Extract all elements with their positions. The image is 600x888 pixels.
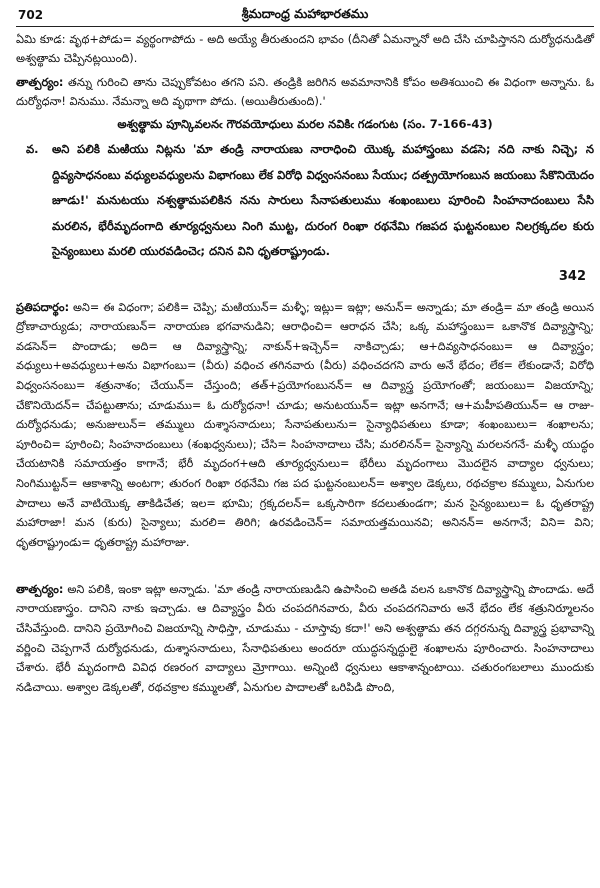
tatparyam-paragraph-2 [16, 580, 594, 698]
tatparyam-text: తన్ను గురించి తాను చెప్పుకోవటం తగని పని. తండ్రికి జరిగిన అవమానానికి కోపం అతిశయించి ఈ విధంగా అన్నాను. ఓ దుర్యోధనా! వినుము. నేమన్నా అది వృథాగా పోదు. (అయితీరుతుంది).' [16, 76, 594, 108]
page-number: 702 [18, 8, 44, 22]
verse-mark: వ. [26, 142, 39, 156]
intro-paragraph: ఏమి కూడ: వృథ+పోడు= వ్యర్థంగాపోదు - అది అయ్యే తీరుతుందని భావం (దీనితో ఏమన్నానో అది చేసి చూపిస్తానని దుర్యోధనుడితో అశ్వత్థామ చెప్పినట్లయింది). [16, 33, 594, 65]
pratipadartham-text: అని= ఈ విధంగా; పలికి= చెప్పి; మఱియున్= మళ్ళీ; ఇట్లు= ఇట్లా; అనున్= అన్నాడు; మా తండ్రి= మా తండ్రి అయిన ద్రోణాచార్యుడు; నారాయణున్= నారాయణ భగవానుడిని; ఆరాధించి= ఆరాధన చేసి; ఒక్క మహాస్త్రంబు= ఒకానొక దివ్యాస్త్రాన్ని; వడసెన్= పొందాడు; అది= ఆ దివ్యాస్త్రాన్ని; నాకున్+ఇచ్చెన్= నాకిచ్చాడు; ఆ+దివ్యసాధనంబు= ఆ దివ్యాస్త్రం; వధ్యులు+అవధ్యులు+అను విభాగంబు= (వీరు) వధించ తగినవారు (వీరు) వధించదగని వారు అనే భేదం; లేక= లేకుండానే; విరోధి విధ్వంసనంబు= శత్రునాశం; చేయున్= చేస్తుంది; తత్+ప్రయోగంబునన్= ఆ దివ్యాస్త్ర ప్రయోగంతో; జయంబు= విజయాన్ని; చేకొనియెదన్= చేపట్టుతాను; చూడుము= ఓ దుర్యోధనా! చూడు; అనుటయున్= ఇట్లా అనగానే; ఆ+మహీపతియున్= ఆ రాజు- దుర్యోధనుడు; అనుజులున్= తమ్ములు దుశ్శాసనాదులు; సేనాపతులును= సైన్యాధిపతులు కూడా; శంఖంబులు= శంఖాలను; పూరించి= పూరించి; సింహనాదంబులు (శంఖధ్వనులు); చేసి= సింహనాదాలు చేసి; మరలినన్= సైన్యాన్ని మరలనగనే- మళ్ళీ యుద్ధం చేయటానికి సమాయత్తం కాగానే; భేరీ మృదంగ+ఆది తూర్యధ్వనులు= భేరీలు మృదంగాలు మొదలైన వాద్యాల ధ్వనులు; నింగిముట్టన్= ఆకాశాన్ని అంటగా; తురంగ రింఖా రథనేమి గజ పద ఘట్టనంబులన్= అశ్వాల డెక్కలు, రథచక్రాల కమ్ములు, ఏనుగుల పాదాలు అనే వాటియొక్క తాకిడిచేత; ఇల= భూమి; గ్రక్కదలన్= ఒక్కసారిగా కదలుతుండగా; మన సైన్యంబులు= ఓ ధృతరాష్ట్ర మహారాజా! మన (కురు) సైన్యాలు; మరలి= తిరిగి; ఉరవడించెన్= సమాయత్తమయినవి; అనినన్= అనగానే; విని= విని; ధృతరాష్ట్రుండు= ధృతరాష్ట్ర మహారాజు. [16, 300, 594, 549]
verse-block [16, 137, 594, 265]
verse-number: 342 [558, 268, 586, 284]
pratipadartham-label: ప్రతిపదార్థం: [16, 300, 70, 314]
tatparyam-paragraph-1 [16, 73, 594, 111]
tatparyam-label: తాత్పర్యం: [16, 582, 64, 596]
tatparyam-text: అని పలికి, ఇంకా ఇట్లా అన్నాడు. 'మా తండ్రి నారాయణుడిని ఉపాసించి అతడి వలన ఒకానొక దివ్యాస్త్రాన్ని పొందాడు. అదే నారాయణాస్త్రం. దానిని నాకు ఇచ్చాడు. ఆ దివ్యాస్త్రం వీరు చంపదగినవారు, వీరు చంపదగనివారు అనే భేదం లేక శత్రునిర్మూలనం చేసివేస్తుంది. దానిని ప్రయోగించి విజయాన్ని సాధిస్తా, చూడుము - చూస్తావు కదా!' అని అశ్వత్థామ తన దగ్గరనున్న దివ్యాస్త్ర ప్రభావాన్ని వర్ణించి చెప్పగానే దుర్యోధనుడు, దుశ్శాసనాదులు, సేనాధిపతులు అందరూ యుద్ధసన్నద్ధులై శంఖాలను పూరించారు. సింహనాదాలు చేశారు. భేరీ మృదంగాది వివిధ రణరంగ వాద్యాలు మ్రోగాయి. అన్నింటి ధ్వనులు ఆకాశాన్నంటాయి. చతురంగబలాలు ముందుకు నడిచాయి. అశ్వాల డెక్కలతో, రథచక్రాల కమ్ములతో, ఏనుగుల పాదాలతో ఒరిపిడి పొంది, [16, 582, 594, 694]
page-header [16, 0, 594, 27]
verse-text: అని పలికి మఱియు నిట్లను 'మా తండ్రి నారాయణు నారాధించి యొక్క మహాస్త్రంబు వడసె; నది నాకు నిచ్చె; న ద్దివ్యసాధనంబు వధ్యులవధ్యులను విభాగంబు లేక విరోధి విధ్వంసనంబు సేయుఁ; దత్ప్రయోగంబున జయంబు సేకొనియెదం జూడు!' మనుటయు నశ్వత్థామపలికిన నను సారులు సేనాపతులుము శంఖంబులు పూరించి సింహనాదంబులు సేసి మరలిన, భేరీమృదంగాది తూర్యధ్వనులు నింగి ముట్ట, దురంగ రింఖా రథనేమి గజపద ఘట్టనంబుల నిలగ్రక్కదల కురు సైన్యంబులు మరలి యురవడించెఁ; దనిన విని ధృతరాష్ట్రుండు. [52, 142, 594, 258]
running-title: శ్రీమదాంధ్ర మహాభారతము [241, 6, 369, 21]
tatparyam-label: తాత్పర్యం: [16, 76, 64, 89]
pratipadartham-paragraph [16, 298, 594, 553]
section-reference-heading: అశ్వత్థామ పూన్కివలనఁ గౌరవయోధులు మరల నవికిఁ గడంగుట (సం. 7-166-43) [117, 117, 493, 131]
